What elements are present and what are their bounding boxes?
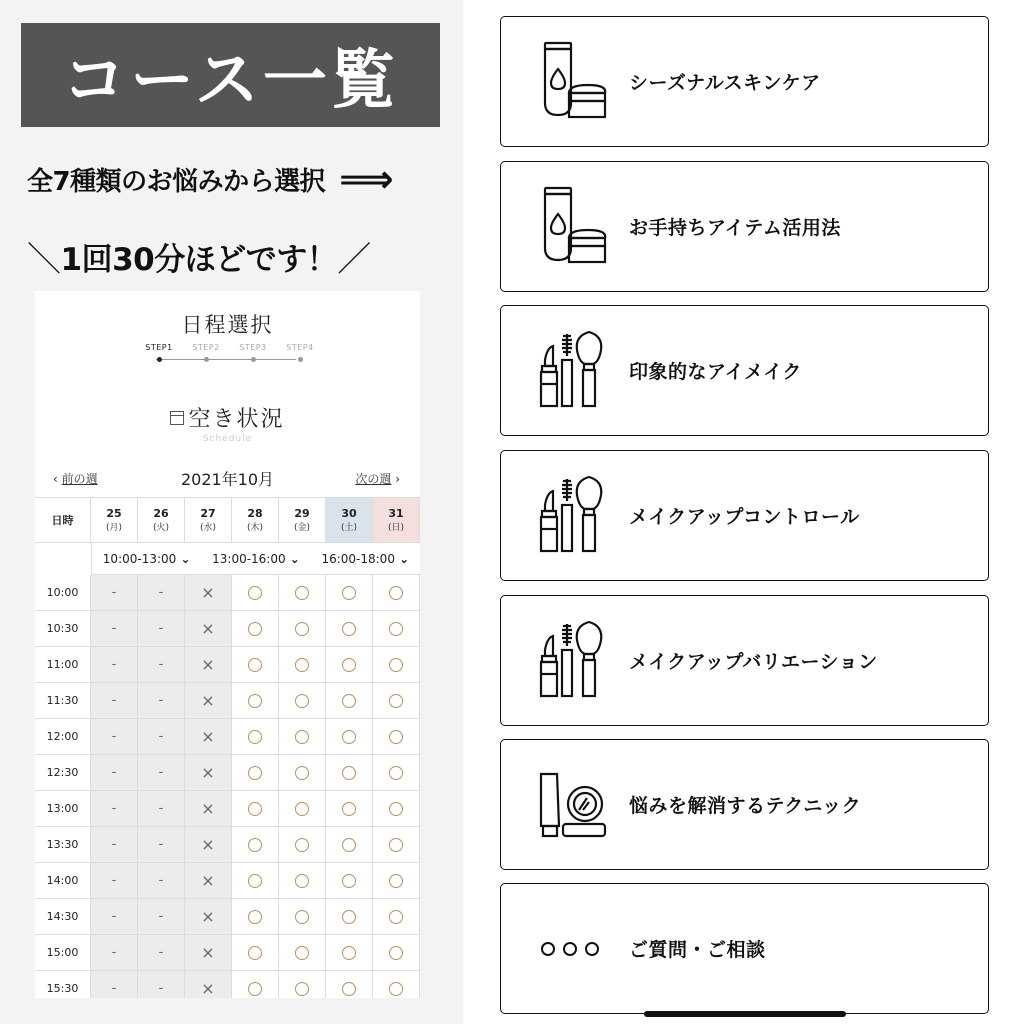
full-x-icon: × <box>201 834 215 854</box>
available-circle-icon <box>389 622 403 636</box>
next-week-link[interactable] <box>355 470 400 487</box>
slot-available[interactable] <box>373 755 420 791</box>
available-circle-icon <box>342 586 356 600</box>
schedule-card <box>35 291 420 998</box>
weekday-label: (火) <box>152 523 170 533</box>
available-circle-icon <box>389 658 403 672</box>
weekday-label: (金) <box>293 523 311 533</box>
unavailable-dash: - <box>158 945 164 960</box>
slot-full <box>185 719 232 755</box>
slot-available[interactable] <box>279 647 326 683</box>
subtitle <box>27 159 447 199</box>
unavailable-dash: - <box>111 945 117 960</box>
chevron-left-icon: ‹ <box>53 472 62 486</box>
slot-available[interactable] <box>279 791 326 827</box>
available-circle-icon <box>389 694 403 708</box>
course-label: シーズナルスキンケア <box>629 72 821 94</box>
slot-available[interactable] <box>373 791 420 827</box>
slot-available[interactable] <box>232 899 279 935</box>
slot-available[interactable] <box>279 611 326 647</box>
schedule-row <box>35 935 420 971</box>
unavailable-dash: - <box>158 909 164 924</box>
slot-full <box>185 863 232 899</box>
slot-unavailable <box>91 971 138 998</box>
time-label: 15:30 <box>35 971 91 998</box>
slot-unavailable <box>138 683 185 719</box>
slot-unavailable <box>91 827 138 863</box>
schedule-row <box>35 863 420 899</box>
slot-available[interactable] <box>279 575 326 611</box>
slot-full <box>185 683 232 719</box>
full-x-icon: × <box>201 942 215 962</box>
course-button-1[interactable] <box>500 16 989 147</box>
available-circle-icon <box>295 910 309 924</box>
available-circle-icon <box>248 622 262 636</box>
slot-available[interactable] <box>232 575 279 611</box>
unavailable-dash: - <box>111 621 117 636</box>
weekday-label: (日) <box>387 523 405 533</box>
slot-available[interactable] <box>232 791 279 827</box>
unavailable-dash: - <box>111 657 117 672</box>
full-x-icon: × <box>201 870 215 890</box>
available-circle-icon <box>342 910 356 924</box>
full-x-icon: × <box>201 690 215 710</box>
slot-available[interactable] <box>279 971 326 998</box>
slot-full <box>185 575 232 611</box>
course-button-7[interactable] <box>500 883 989 1014</box>
available-circle-icon <box>248 838 262 852</box>
unavailable-dash: - <box>111 693 117 708</box>
available-circle-icon <box>248 658 262 672</box>
available-circle-icon <box>295 946 309 960</box>
time-range-toggle-1[interactable] <box>201 552 310 566</box>
time-label: 13:30 <box>35 827 91 863</box>
available-circle-icon <box>295 766 309 780</box>
available-circle-icon <box>342 730 356 744</box>
slot-unavailable <box>138 863 185 899</box>
lipstick-mascara-brush-icon <box>537 475 607 555</box>
weekday-label: (月) <box>105 523 123 533</box>
available-circle-icon <box>295 730 309 744</box>
schedule-row <box>35 827 420 863</box>
slot-available[interactable] <box>326 899 373 935</box>
available-circle-icon <box>295 586 309 600</box>
next-week-label: 次の週 <box>355 472 392 486</box>
available-circle-icon <box>248 694 262 708</box>
slot-unavailable <box>138 899 185 935</box>
slot-full <box>185 755 232 791</box>
available-circle-icon <box>295 802 309 816</box>
course-label: メイクアップコントロール <box>629 506 860 528</box>
unavailable-dash: - <box>158 837 164 852</box>
slot-unavailable <box>91 719 138 755</box>
unavailable-dash: - <box>111 765 117 780</box>
available-circle-icon <box>342 694 356 708</box>
slot-full <box>185 899 232 935</box>
time-range-label: 16:00-18:00 <box>321 551 395 566</box>
schedule-row <box>35 683 420 719</box>
slot-available[interactable] <box>326 755 373 791</box>
course-button-3[interactable] <box>500 305 989 436</box>
unavailable-dash: - <box>111 801 117 816</box>
schedule-row <box>35 647 420 683</box>
available-circle-icon <box>248 766 262 780</box>
slot-available[interactable] <box>326 863 373 899</box>
availability-subtitle: Schedule <box>202 434 253 444</box>
slot-unavailable <box>91 899 138 935</box>
day-header-4 <box>279 498 326 542</box>
slot-unavailable <box>138 935 185 971</box>
slot-available[interactable] <box>373 935 420 971</box>
duration-left-mark: ＼ <box>27 239 61 280</box>
full-x-icon: × <box>201 906 215 926</box>
available-circle-icon <box>389 946 403 960</box>
skincare-tube-jar-icon <box>537 186 607 266</box>
lipstick-mascara-brush-icon <box>537 620 607 700</box>
time-range-row <box>91 543 420 575</box>
course-label: ご質問・ご相談 <box>629 939 766 961</box>
slot-available[interactable] <box>326 827 373 863</box>
available-circle-icon <box>389 982 403 996</box>
chevron-down-icon: ⌄ <box>285 551 300 566</box>
available-circle-icon <box>342 838 356 852</box>
duration-right-mark: ／ <box>337 239 371 280</box>
left-panel <box>0 0 463 1024</box>
weekday-label: (水) <box>199 523 217 533</box>
slot-available[interactable] <box>326 935 373 971</box>
slot-available[interactable] <box>232 755 279 791</box>
slot-unavailable <box>138 611 185 647</box>
unavailable-dash: - <box>111 585 117 600</box>
day-number: 30 <box>341 507 357 520</box>
slot-unavailable <box>91 575 138 611</box>
available-circle-icon <box>342 802 356 816</box>
slot-full <box>185 935 232 971</box>
available-circle-icon <box>248 910 262 924</box>
course-label: お手持ちアイテム活用法 <box>629 217 841 239</box>
slot-unavailable <box>138 791 185 827</box>
step-3-label: STEP3 <box>239 343 267 352</box>
available-circle-icon <box>389 802 403 816</box>
slot-unavailable <box>138 827 185 863</box>
slot-full <box>185 791 232 827</box>
slot-available[interactable] <box>232 611 279 647</box>
slot-available[interactable] <box>373 827 420 863</box>
slot-available[interactable] <box>373 575 420 611</box>
available-circle-icon <box>342 658 356 672</box>
chevron-right-icon: › <box>391 472 400 486</box>
home-indicator <box>644 1011 846 1017</box>
slot-available[interactable] <box>373 611 420 647</box>
unavailable-dash: - <box>111 873 117 888</box>
slot-available[interactable] <box>326 791 373 827</box>
slot-available[interactable] <box>279 863 326 899</box>
day-header-3 <box>232 498 279 542</box>
slot-full <box>185 971 232 998</box>
slot-available[interactable] <box>232 683 279 719</box>
slot-unavailable <box>91 683 138 719</box>
slot-unavailable <box>138 719 185 755</box>
slot-available[interactable] <box>232 863 279 899</box>
time-range-toggle-2[interactable] <box>311 552 420 566</box>
slot-full <box>185 647 232 683</box>
course-button-5[interactable] <box>500 595 989 726</box>
step-1-dot <box>157 357 162 362</box>
available-circle-icon <box>342 982 356 996</box>
unavailable-dash: - <box>158 801 164 816</box>
month-label: 2021年10月 <box>180 470 275 489</box>
available-circle-icon <box>389 910 403 924</box>
day-number: 25 <box>106 507 122 520</box>
lipstick-mascara-brush-icon <box>537 330 607 410</box>
slot-available[interactable] <box>232 971 279 998</box>
available-circle-icon <box>389 838 403 852</box>
calendar-title: 日程選択 <box>181 313 274 337</box>
course-label: 印象的なアイメイク <box>629 361 802 383</box>
page-title-box <box>21 23 440 127</box>
slot-unavailable <box>138 575 185 611</box>
full-x-icon: × <box>201 726 215 746</box>
slot-available[interactable] <box>232 647 279 683</box>
step-4-label: STEP4 <box>286 343 314 352</box>
step-4-dot <box>298 357 303 362</box>
time-label: 11:00 <box>35 647 91 683</box>
date-header-row <box>35 497 420 543</box>
full-x-icon: × <box>201 582 215 602</box>
time-label: 12:30 <box>35 755 91 791</box>
available-circle-icon <box>389 766 403 780</box>
slot-available[interactable] <box>326 647 373 683</box>
available-circle-icon <box>342 874 356 888</box>
available-circle-icon <box>342 766 356 780</box>
step-indicator <box>139 343 319 371</box>
slot-available[interactable] <box>326 719 373 755</box>
unavailable-dash: - <box>111 909 117 924</box>
duration-text: 1回30分ほどです！ <box>60 241 338 278</box>
three-circles-icon <box>541 884 599 1013</box>
unavailable-dash: - <box>158 765 164 780</box>
day-header-5 <box>326 498 373 542</box>
full-x-icon: × <box>201 798 215 818</box>
available-circle-icon <box>295 622 309 636</box>
course-label: 悩みを解消するテクニック <box>629 795 862 817</box>
weekday-label: (木) <box>246 523 264 533</box>
date-header-label: 日時 <box>35 498 91 542</box>
chevron-down-icon: ⌄ <box>394 551 410 566</box>
skincare-tube-jar-icon <box>537 41 607 121</box>
day-number: 26 <box>153 507 169 520</box>
time-range-label: 10:00-13:00 <box>102 551 177 566</box>
slot-available[interactable] <box>326 683 373 719</box>
slot-available[interactable] <box>279 827 326 863</box>
available-circle-icon <box>248 730 262 744</box>
chevron-down-icon: ⌄ <box>176 551 191 566</box>
slot-available[interactable] <box>373 647 420 683</box>
unavailable-dash: - <box>158 621 164 636</box>
slot-available[interactable] <box>279 719 326 755</box>
slot-unavailable <box>91 647 138 683</box>
calendar-icon <box>170 411 184 425</box>
page-title: コース一覧 <box>62 44 399 118</box>
course-label: メイクアップバリエーション <box>629 651 878 673</box>
time-label: 13:00 <box>35 791 91 827</box>
slot-available[interactable] <box>232 935 279 971</box>
time-label: 11:30 <box>35 683 91 719</box>
slot-unavailable <box>91 755 138 791</box>
step-2-label: STEP2 <box>192 343 220 352</box>
full-x-icon: × <box>201 654 215 674</box>
day-header-0 <box>91 498 138 542</box>
slot-available[interactable] <box>373 719 420 755</box>
day-header-1 <box>138 498 185 542</box>
tube-compact-icon <box>537 764 607 844</box>
slot-unavailable <box>138 971 185 998</box>
day-number: 31 <box>388 507 404 520</box>
week-navigation <box>35 467 420 489</box>
step-1-label: STEP1 <box>145 343 173 352</box>
slot-available[interactable] <box>373 971 420 998</box>
course-button-2[interactable] <box>500 161 989 292</box>
available-circle-icon <box>248 874 262 888</box>
available-circle-icon <box>342 946 356 960</box>
availability-title-text: 空き状況 <box>188 407 285 432</box>
slot-full <box>185 827 232 863</box>
time-range-label: 13:00-16:00 <box>212 551 286 566</box>
slot-available[interactable] <box>279 683 326 719</box>
available-circle-icon <box>295 874 309 888</box>
time-range-toggle-0[interactable] <box>92 552 201 566</box>
schedule-row <box>35 719 420 755</box>
slot-available[interactable] <box>373 863 420 899</box>
available-circle-icon <box>248 802 262 816</box>
schedule-row <box>35 791 420 827</box>
available-circle-icon <box>389 586 403 600</box>
slot-unavailable <box>91 863 138 899</box>
day-number: 29 <box>294 507 310 520</box>
unavailable-dash: - <box>158 585 164 600</box>
schedule-row <box>35 755 420 791</box>
slot-available[interactable] <box>373 683 420 719</box>
time-label: 15:00 <box>35 935 91 971</box>
unavailable-dash: - <box>111 729 117 744</box>
available-circle-icon <box>248 946 262 960</box>
available-circle-icon <box>389 730 403 744</box>
duration-note <box>27 232 447 280</box>
right-arrow-icon: ⟹ <box>339 157 394 201</box>
slot-unavailable <box>138 647 185 683</box>
available-circle-icon <box>295 982 309 996</box>
day-number: 28 <box>247 507 263 520</box>
unavailable-dash: - <box>158 981 164 996</box>
schedule-row <box>35 899 420 935</box>
slot-available[interactable] <box>326 971 373 998</box>
schedule-row <box>35 611 420 647</box>
time-label: 10:30 <box>35 611 91 647</box>
full-x-icon: × <box>201 618 215 638</box>
slot-available[interactable] <box>232 719 279 755</box>
slot-available[interactable] <box>326 611 373 647</box>
subtitle-text: 全7種類のお悩みから選択 <box>27 166 326 197</box>
available-circle-icon <box>295 694 309 708</box>
slot-unavailable <box>91 611 138 647</box>
available-circle-icon <box>342 622 356 636</box>
full-x-icon: × <box>201 762 215 782</box>
course-button-6[interactable] <box>500 739 989 870</box>
slot-unavailable <box>138 755 185 791</box>
unavailable-dash: - <box>158 873 164 888</box>
course-button-4[interactable] <box>500 450 989 581</box>
day-header-2 <box>185 498 232 542</box>
unavailable-dash: - <box>158 729 164 744</box>
available-circle-icon <box>295 838 309 852</box>
time-label: 12:00 <box>35 719 91 755</box>
time-label: 14:00 <box>35 863 91 899</box>
unavailable-dash: - <box>158 693 164 708</box>
available-circle-icon <box>295 658 309 672</box>
slot-available[interactable] <box>232 827 279 863</box>
available-circle-icon <box>248 586 262 600</box>
slot-available[interactable] <box>279 899 326 935</box>
day-header-6 <box>373 498 420 542</box>
unavailable-dash: - <box>111 837 117 852</box>
time-label: 10:00 <box>35 575 91 611</box>
slot-unavailable <box>91 791 138 827</box>
available-circle-icon <box>248 982 262 996</box>
day-number: 27 <box>200 507 216 520</box>
step-line <box>156 359 296 360</box>
weekday-label: (土) <box>340 523 358 533</box>
slot-full <box>185 611 232 647</box>
step-2-dot <box>204 357 209 362</box>
available-circle-icon <box>389 874 403 888</box>
slot-available[interactable] <box>279 755 326 791</box>
prev-week-label: 前の週 <box>61 472 98 486</box>
slot-available[interactable] <box>326 575 373 611</box>
availability-title <box>35 402 420 433</box>
slot-available[interactable] <box>373 899 420 935</box>
slot-unavailable <box>91 935 138 971</box>
time-label: 14:30 <box>35 899 91 935</box>
schedule-row <box>35 971 420 998</box>
schedule-row <box>35 575 420 611</box>
full-x-icon: × <box>201 978 215 998</box>
unavailable-dash: - <box>158 657 164 672</box>
step-3-dot <box>251 357 256 362</box>
unavailable-dash: - <box>111 981 117 996</box>
slot-available[interactable] <box>279 935 326 971</box>
